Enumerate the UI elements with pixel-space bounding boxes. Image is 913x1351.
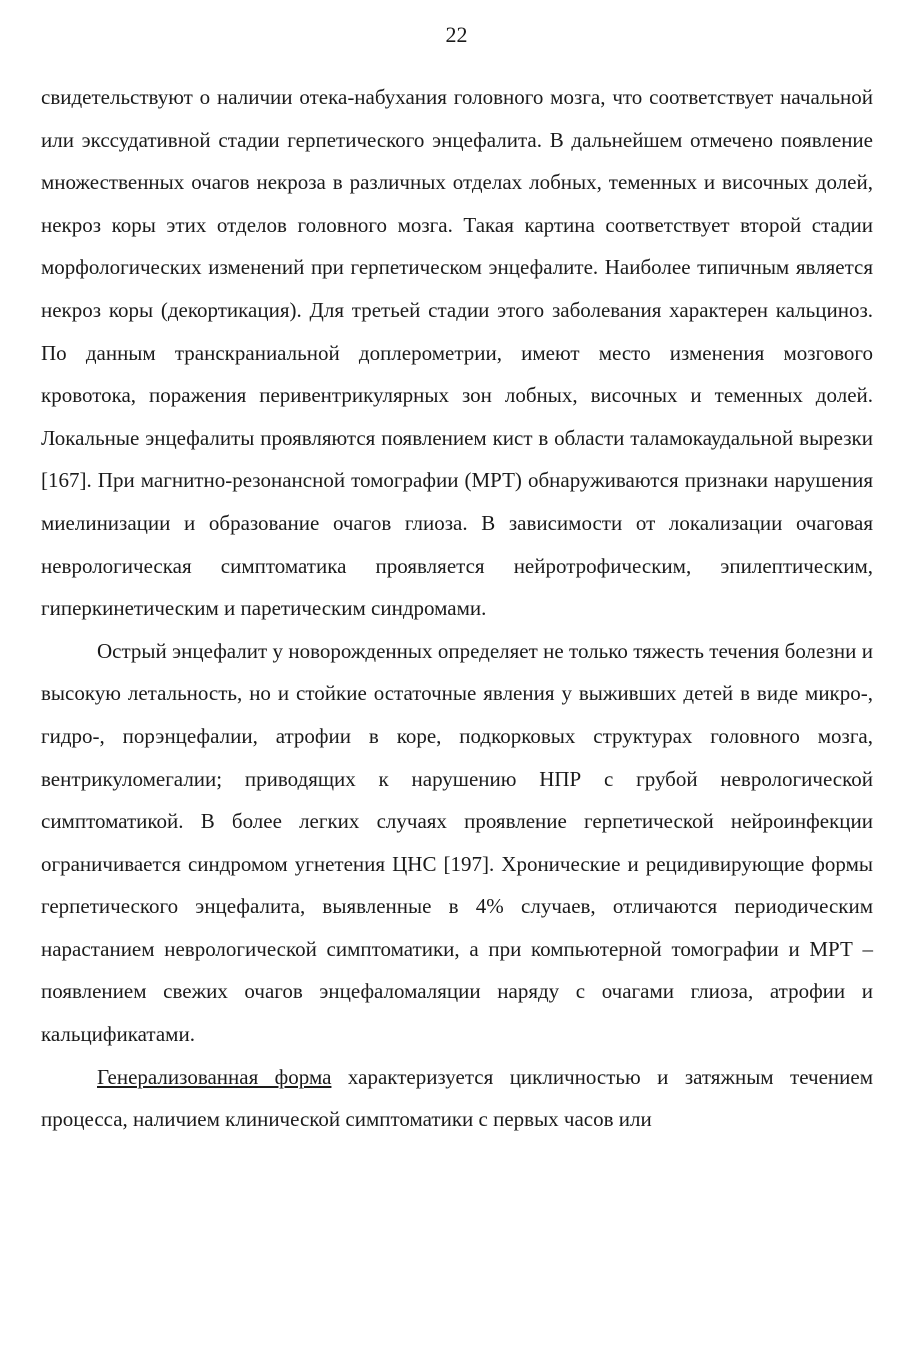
section-lead-term: Генерализованная форма bbox=[97, 1064, 332, 1089]
paragraph-text: характеризуется цикличностью и затяжным течением процесса, наличием клинической симптоматики с первых часов или bbox=[41, 1064, 873, 1132]
paragraph-continuation: свидетельствуют о наличии отека-набухания головного мозга, что соответствует начальной или экссудативной стадии герпетического энцефалита. В дальнейшем отмечено появление множественных очагов некроза в различных отделах лобных, теменных и височных долей, некроз коры этих отделов головного мозга. Такая картина соответствует второй стадии морфологических изменений при герпетическом энцефалите. Наиболее типичным является некроз коры (декортикация). Для третьей стадии этого заболевания характерен кальциноз. По данным транскраниальной доплерометрии, имеют место изменения мозгового кровотока, поражения перивентрикулярных зон лобных, височных и теменных долей. Локальные энцефалиты проявляются появлением кист в области таламокаудальной вырезки [167]. При магнитно-резонансной томографии (МРТ) обнаруживаются признаки нарушения миелинизации и образование очагов глиоза. В зависимости от локализации очаговая неврологическая симптоматика проявляется нейротрофическим, эпилептическим, гиперкинетическим и паретическим синдромами. bbox=[41, 85, 873, 621]
document-body bbox=[41, 76, 873, 1141]
paragraph-generalized-form bbox=[41, 1056, 873, 1141]
paragraph-acute-encephalitis: Острый энцефалит у новорожденных определяет не только тяжесть течения болезни и высокую летальность, но и стойкие остаточные явления у выживших детей в виде микро-, гидро-, порэнцефалии, атрофии в коре, подкорковых структурах головного мозга, вентрикуломегалии; приводящих к нарушению НПР с грубой неврологической симптоматикой. В более легких случаях проявление герпетической нейроинфекции ограничивается синдромом угнетения ЦНС [197]. Хронические и рецидивирующие формы герпетического энцефалита, выявленные в 4% случаев, отличаются периодическим нарастанием неврологической симптоматики, а при компьютерной томографии и МРТ – появлением свежих очагов энцефаломаляции наряду с очагами глиоза, атрофии и кальцификатами. bbox=[41, 638, 873, 1047]
page-number: 22 bbox=[445, 22, 468, 47]
